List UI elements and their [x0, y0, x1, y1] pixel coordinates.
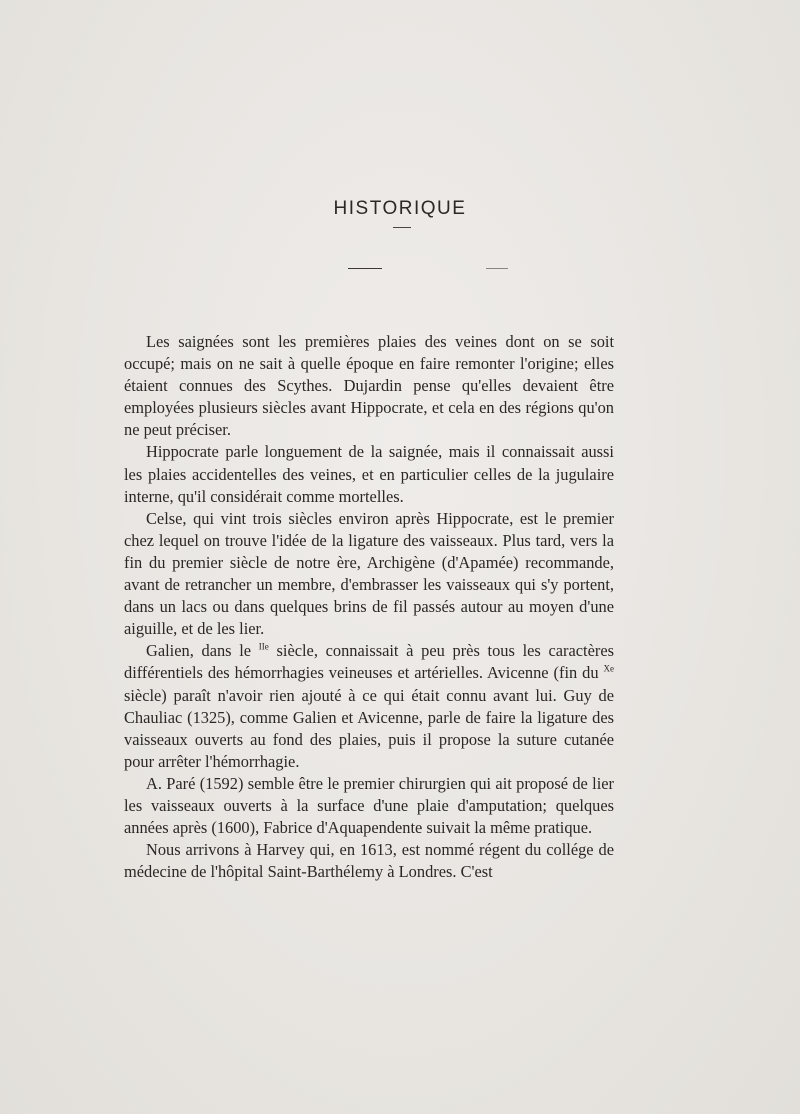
superscript: IIe	[258, 641, 269, 652]
section-rule-faint	[486, 268, 508, 269]
paragraph: Nous arrivons à Harvey qui, en 1613, est nommé régent du collége de médecine de l'hôpital Saint-Barthélemy à Londres. C'est	[124, 840, 614, 882]
paragraph	[124, 640, 614, 773]
heading-text: HISTORIQUE	[333, 198, 467, 219]
body-text	[124, 331, 614, 883]
superscript: Xe	[603, 663, 614, 674]
text-run: Galien, dans le	[146, 641, 259, 661]
section-rule	[348, 268, 382, 269]
paragraph: Hippocrate parle longuement de la saignée, mais il connaissait aussi les plaies accidentelles des veines, et en particulier celles de la jugulaire interne, qu'il considérait comme mortelles.	[124, 442, 614, 506]
paragraph: A. Paré (1592) semble être le premier chirurgien qui ait proposé de lier les vaisseaux ouverts à la surface d'une plaie d'amputation; quelques années après (1600), Fabrice d'Aquapendente suivait la même pratique.	[124, 773, 614, 838]
paragraph: Les saignées sont les premières plaies des veines dont on se soit occupé; mais on ne sait à quelle époque en faire remonter l'origine; elles étaient connues des Scythes. Dujardin pense qu'elles devaient être employées plusieurs siècles avant Hippocrate, et cela en des régions qu'on ne peut préciser.	[124, 332, 614, 440]
title-underline-mark	[393, 227, 411, 228]
text-run: siècle) paraît n'avoir rien ajouté à ce qui était connu avant lui. Guy de Chauliac (1325), comme Galien et Avicenne, parle de faire la ligature des vaisseaux ouverts au fond des plaies, puis il propose la suture cutanée pour arrêter l'hémorrhagie.	[124, 685, 614, 771]
paragraph: Celse, qui vint trois siècles environ après Hippocrate, est le premier chez lequel on trouve l'idée de la ligature des vaisseaux. Plus tard, vers la fin du premier siècle de notre ère, Archigène (d'Apamée) recommande, avant de retrancher un membre, d'embrasser les vaisseaux qui s'y portent, dans un lacs ou dans quelques brins de fil passés autour au moyen d'une aiguille, et de les lier.	[124, 508, 614, 639]
page-title	[0, 198, 800, 220]
text-run: siècle, connaissait à peu près tous les caractères différentiels des hémorrhagies veineuses et artérielles. Avicenne (fin du	[124, 641, 614, 683]
